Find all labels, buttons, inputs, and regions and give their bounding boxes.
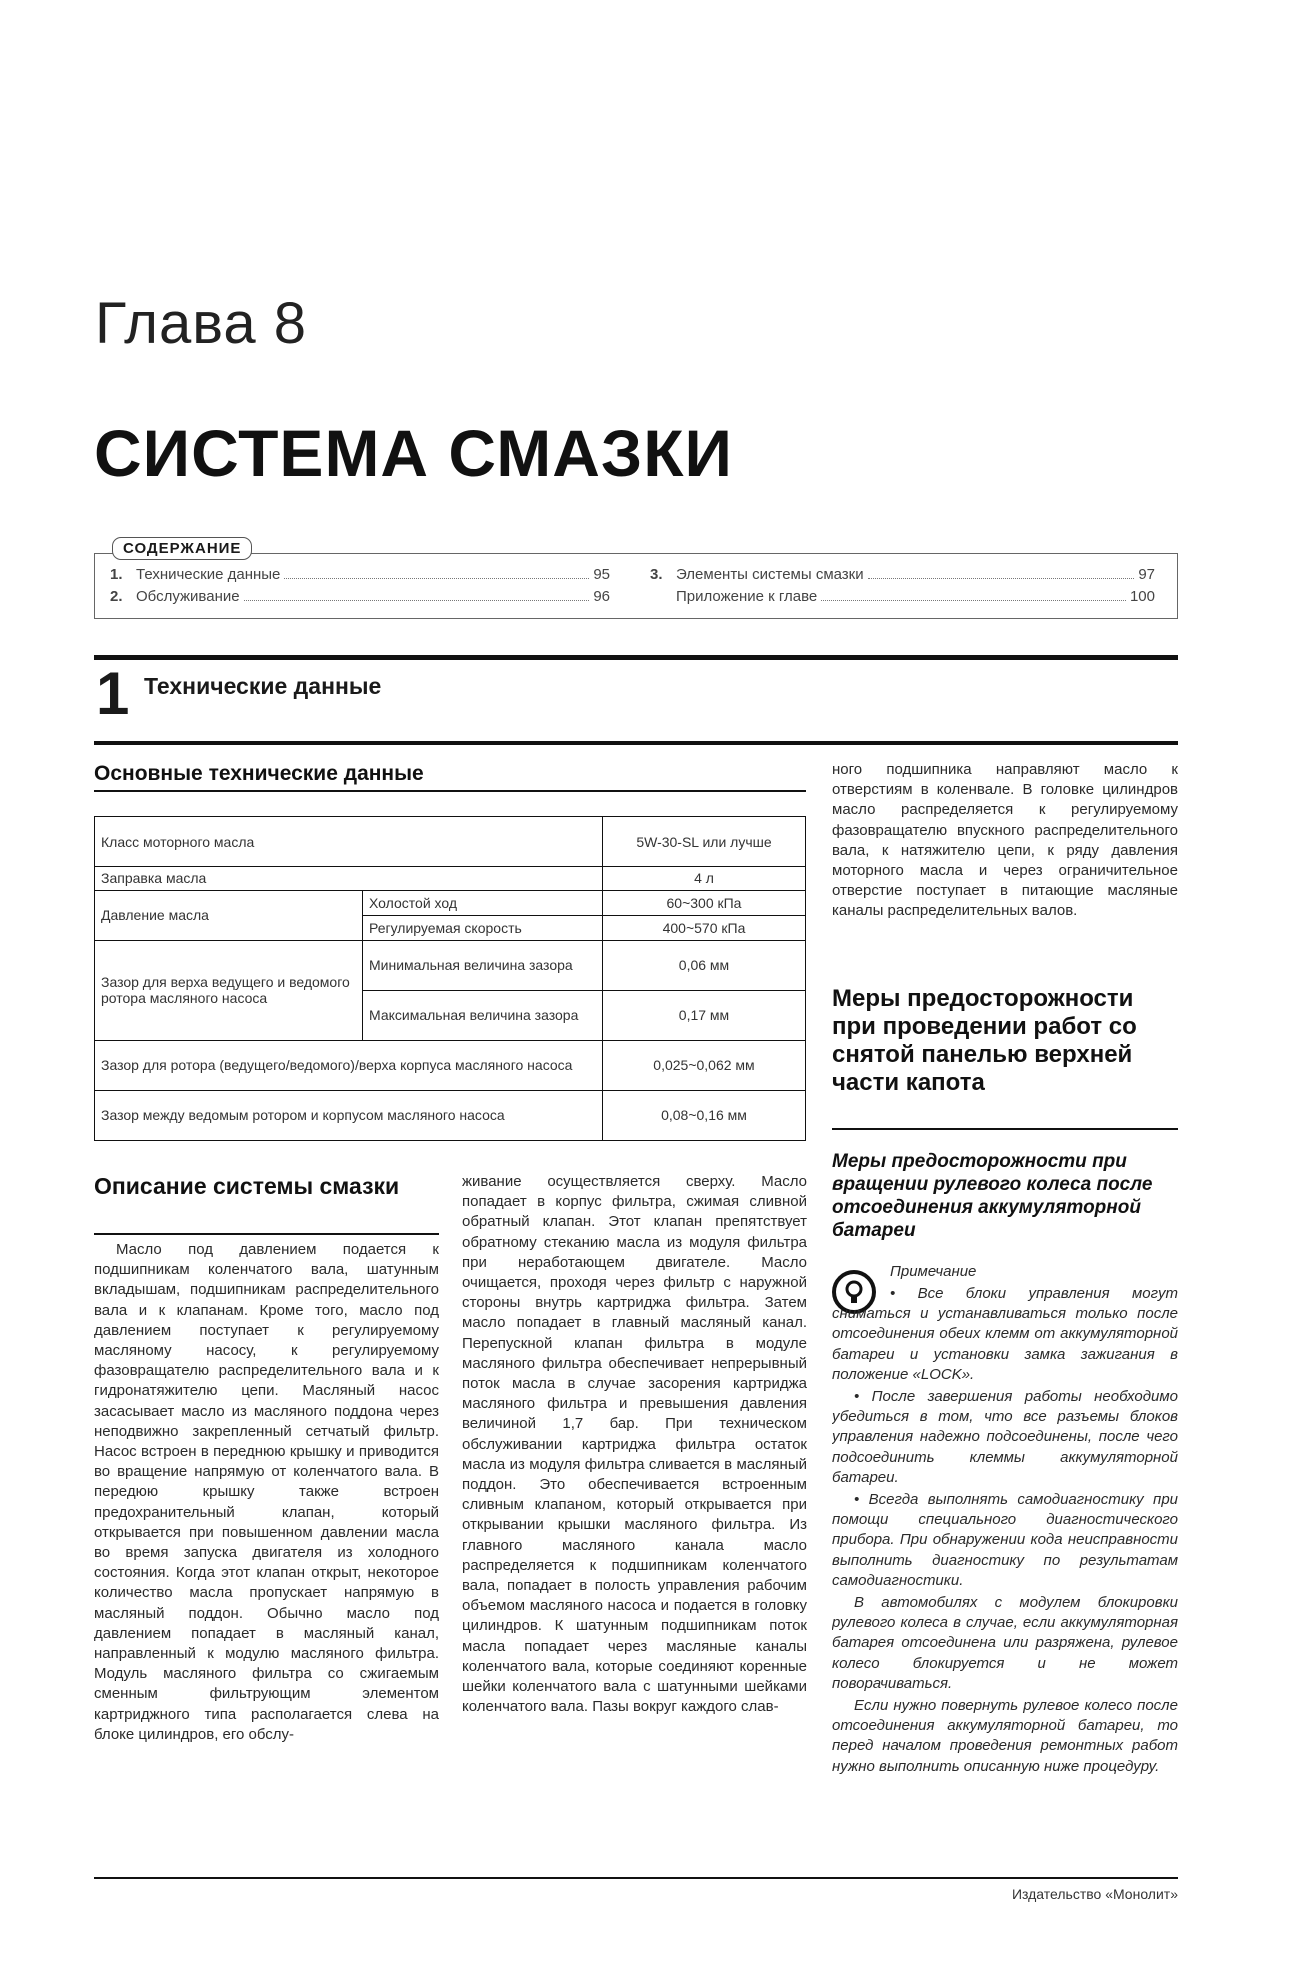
- cell-value: 5W-30-SL или лучше: [603, 817, 806, 867]
- toc-entry-number: 1.: [110, 566, 123, 583]
- precautions-subheading: Меры предосторожности при вращении рулевого колеса после отсоединения аккумуляторной батареи: [832, 1151, 1153, 1241]
- toc-entry-page: 100: [1129, 588, 1155, 605]
- description-heading-rule: [94, 1233, 439, 1235]
- table-row: [95, 940, 806, 990]
- cell-value: 400~570 кПа: [603, 915, 806, 940]
- specs-table: [94, 816, 806, 1141]
- toc-entry-page: 95: [593, 566, 610, 583]
- toc-leader: [244, 588, 590, 601]
- section-rule-top: [94, 655, 1178, 660]
- table-row: [95, 867, 806, 891]
- description-column-3: [832, 760, 1178, 962]
- note-label: Примечание: [890, 1263, 977, 1280]
- table-row: [95, 890, 806, 915]
- toc-entry[interactable]: [110, 566, 610, 583]
- cell-sublabel: Холостой ход: [363, 890, 603, 915]
- chapter-number: Глава 8: [95, 291, 308, 356]
- note-item: • После завершения работы необходимо убедиться в том, что все разъемы блоков управления надежно подсоединены, после чего подсоединить клеммы аккумуляторной батареи.: [832, 1388, 1178, 1486]
- toc-entry-number: 3.: [650, 566, 663, 583]
- table-row: [95, 817, 806, 867]
- description-column-2: [462, 1172, 807, 1868]
- cell-label: Зазор для ротора (ведущего/ведомого)/верха корпуса масляного насоса: [95, 1040, 603, 1090]
- specs-heading-rule: [94, 790, 806, 792]
- table-row: [95, 1040, 806, 1090]
- chapter-title: СИСТЕМА СМАЗКИ: [94, 416, 733, 490]
- description-heading: Описание системы смазки: [94, 1173, 400, 1199]
- footer-rule: [94, 1877, 1178, 1879]
- toc-leader: [821, 588, 1126, 601]
- table-of-contents: [94, 553, 1178, 619]
- toc-entry-text: Элементы системы смазки: [676, 566, 864, 583]
- cell-sublabel: Регулируемая скорость: [363, 915, 603, 940]
- cell-value: 0,08~0,16 мм: [603, 1090, 806, 1140]
- cell-label: Зазор для верха ведущего и ведомого ротора масляного насоса: [95, 940, 363, 1040]
- paragraph: Масло под давлением подается к подшипникам коленчатого вала, шатунным вкладышам, подшипникам распределительного вала и к клапанам. Кроме того, масло под давлением поступает к регулируемому масляному насосу, к регулируемому фазовращателю распределительного вала и к гидронатяжителю цепи. Масляный насос засасывает масло из масляного поддона через неподвижно закрепленный сетчатый фильтр. Насос встроен в переднюю крышку и приводится во вращение напрямую от коленчатого вала. В передюю крышку также встроен предохранительный клапан, который открывается при повышенном давлении масла во время запуска двигателя из холодного состояния. Когда этот клапан открыт, некоторое количество масла пропускает напрямую в масляный поддон. Обычно масло под давлением попадает в масляный канал, направленный к модулю масляного фильтра. Модуль масляного фильтра со сжигаемым сменным фильтрующим элементом картриджного типа располагается слева на блоке цилиндров, его обслу-: [94, 1241, 439, 1743]
- cell-sublabel: Минимальная величина зазора: [363, 940, 603, 990]
- specs-heading: Основные технические данные: [94, 762, 424, 785]
- paragraph: Если нужно повернуть рулевое колесо после отсоединения аккумуляторной батареи, то перед началом проведения ремонтных работ нужно выполнить описанную ниже процедуру.: [832, 1697, 1178, 1775]
- toc-entry-number: [650, 588, 676, 605]
- cell-value: 0,025~0,062 мм: [603, 1040, 806, 1090]
- toc-label: СОДЕРЖАНИЕ: [112, 537, 252, 560]
- toc-leader: [868, 566, 1135, 579]
- toc-entry-number: 2.: [110, 588, 123, 605]
- cell-sublabel: Максимальная величина зазора: [363, 990, 603, 1040]
- paragraph: В автомобилях с модулем блокировки рулевого колеса в случае, если аккумуляторная батарея отсоединена или разряжена, рулевое колесо блокируется и не может поворачиваться.: [832, 1594, 1178, 1692]
- toc-entry[interactable]: [650, 588, 1155, 605]
- toc-entry-text: Технические данные: [136, 566, 281, 583]
- section-rule-bottom: [94, 741, 1178, 745]
- toc-entry-text: Обслуживание: [136, 588, 240, 605]
- toc-entry-text: Приложение к главе: [676, 588, 818, 605]
- note-label-wrap: [890, 1262, 1178, 1286]
- note-item: • Все блоки управления могут сниматься и устанавливаться только после отсоединения обеих клемм от аккумуляторной батареи и установки замка зажигания в положение «LOCK».: [832, 1285, 1178, 1383]
- paragraph: ного подшипника направляют масло к отверстиям в коленвале. В головке цилиндров масло распределяется к регулируемому фазовращателю впускного распределительного вала, к натяжителю цепи, к ряду давления моторного масла и через ограничительное отверстие поступает в питающие масляные каналы распределительных валов.: [832, 761, 1178, 920]
- section-title: Технические данные: [144, 673, 382, 699]
- toc-entry-page: 96: [593, 588, 610, 605]
- precautions-heading: Меры предосторожности при проведении работ со снятой панелью верхней части капота: [832, 985, 1137, 1096]
- toc-entry[interactable]: [110, 588, 610, 605]
- cell-value: 60~300 кПа: [603, 890, 806, 915]
- paragraph: живание осуществляется сверху. Масло попадает в корпус фильтра, сжимая сливной обратный клапан. Этот клапан препятствует обратному стеканию масла из модуля фильтра при неработающем двигателе. Масло очищается, проходя через фильтр с наружной стороны внутрь картриджа фильтра. Затем масло попадает в главный масляный канал. Перепускной клапан фильтра в модуле масляного фильтра обеспечивает непрерывный поток масла в случае засорения картриджа масляного фильтра и превышения давления величиной 1,7 бар. При техническом обслуживании картриджа фильтра остаток масла из модуля фильтра сливается в масляный поддон. Это обеспечивается встроенным сливным клапаном, который открывается при открывании крышки масляного фильтра. Из главного масляного канала масло распределяется к подшипникам коленчатого вала, попадает в полость управления рабочим объемом масляного насоса и подается в головку цилиндров. К шатунным подшипникам поток масла попадает через масляные каналы коленчатого вала, которые соединяют коренные шейки коленчатого вала с шатунными шейками коленчатого вала. Пазы вокруг каждого слав-: [462, 1173, 807, 1716]
- cell-value: 4 л: [603, 867, 806, 891]
- toc-entry-page: 97: [1138, 566, 1155, 583]
- cell-label: Давление масла: [95, 890, 363, 940]
- description-column-1: [94, 1240, 439, 1868]
- table-row: [95, 1090, 806, 1140]
- cell-label: Класс моторного масла: [95, 817, 603, 867]
- cell-value: 0,17 мм: [603, 990, 806, 1040]
- publisher-footer: Издательство «Монолит»: [1011, 1886, 1178, 1902]
- cell-value: 0,06 мм: [603, 940, 806, 990]
- cell-label: Заправка масла: [95, 867, 603, 891]
- note-item: • Всегда выполнять самодиагностику при помощи специального диагностического прибора. При обнаружении кода неисправности выполнить диагностику по результатам самодиагностики.: [832, 1491, 1178, 1589]
- toc-leader: [284, 566, 589, 579]
- precautions-heading-rule: [832, 1128, 1178, 1130]
- toc-entry[interactable]: [650, 566, 1155, 583]
- precautions-body: [832, 1284, 1178, 1868]
- section-number: 1: [96, 660, 130, 727]
- cell-label: Зазор между ведомым ротором и корпусом масляного насоса: [95, 1090, 603, 1140]
